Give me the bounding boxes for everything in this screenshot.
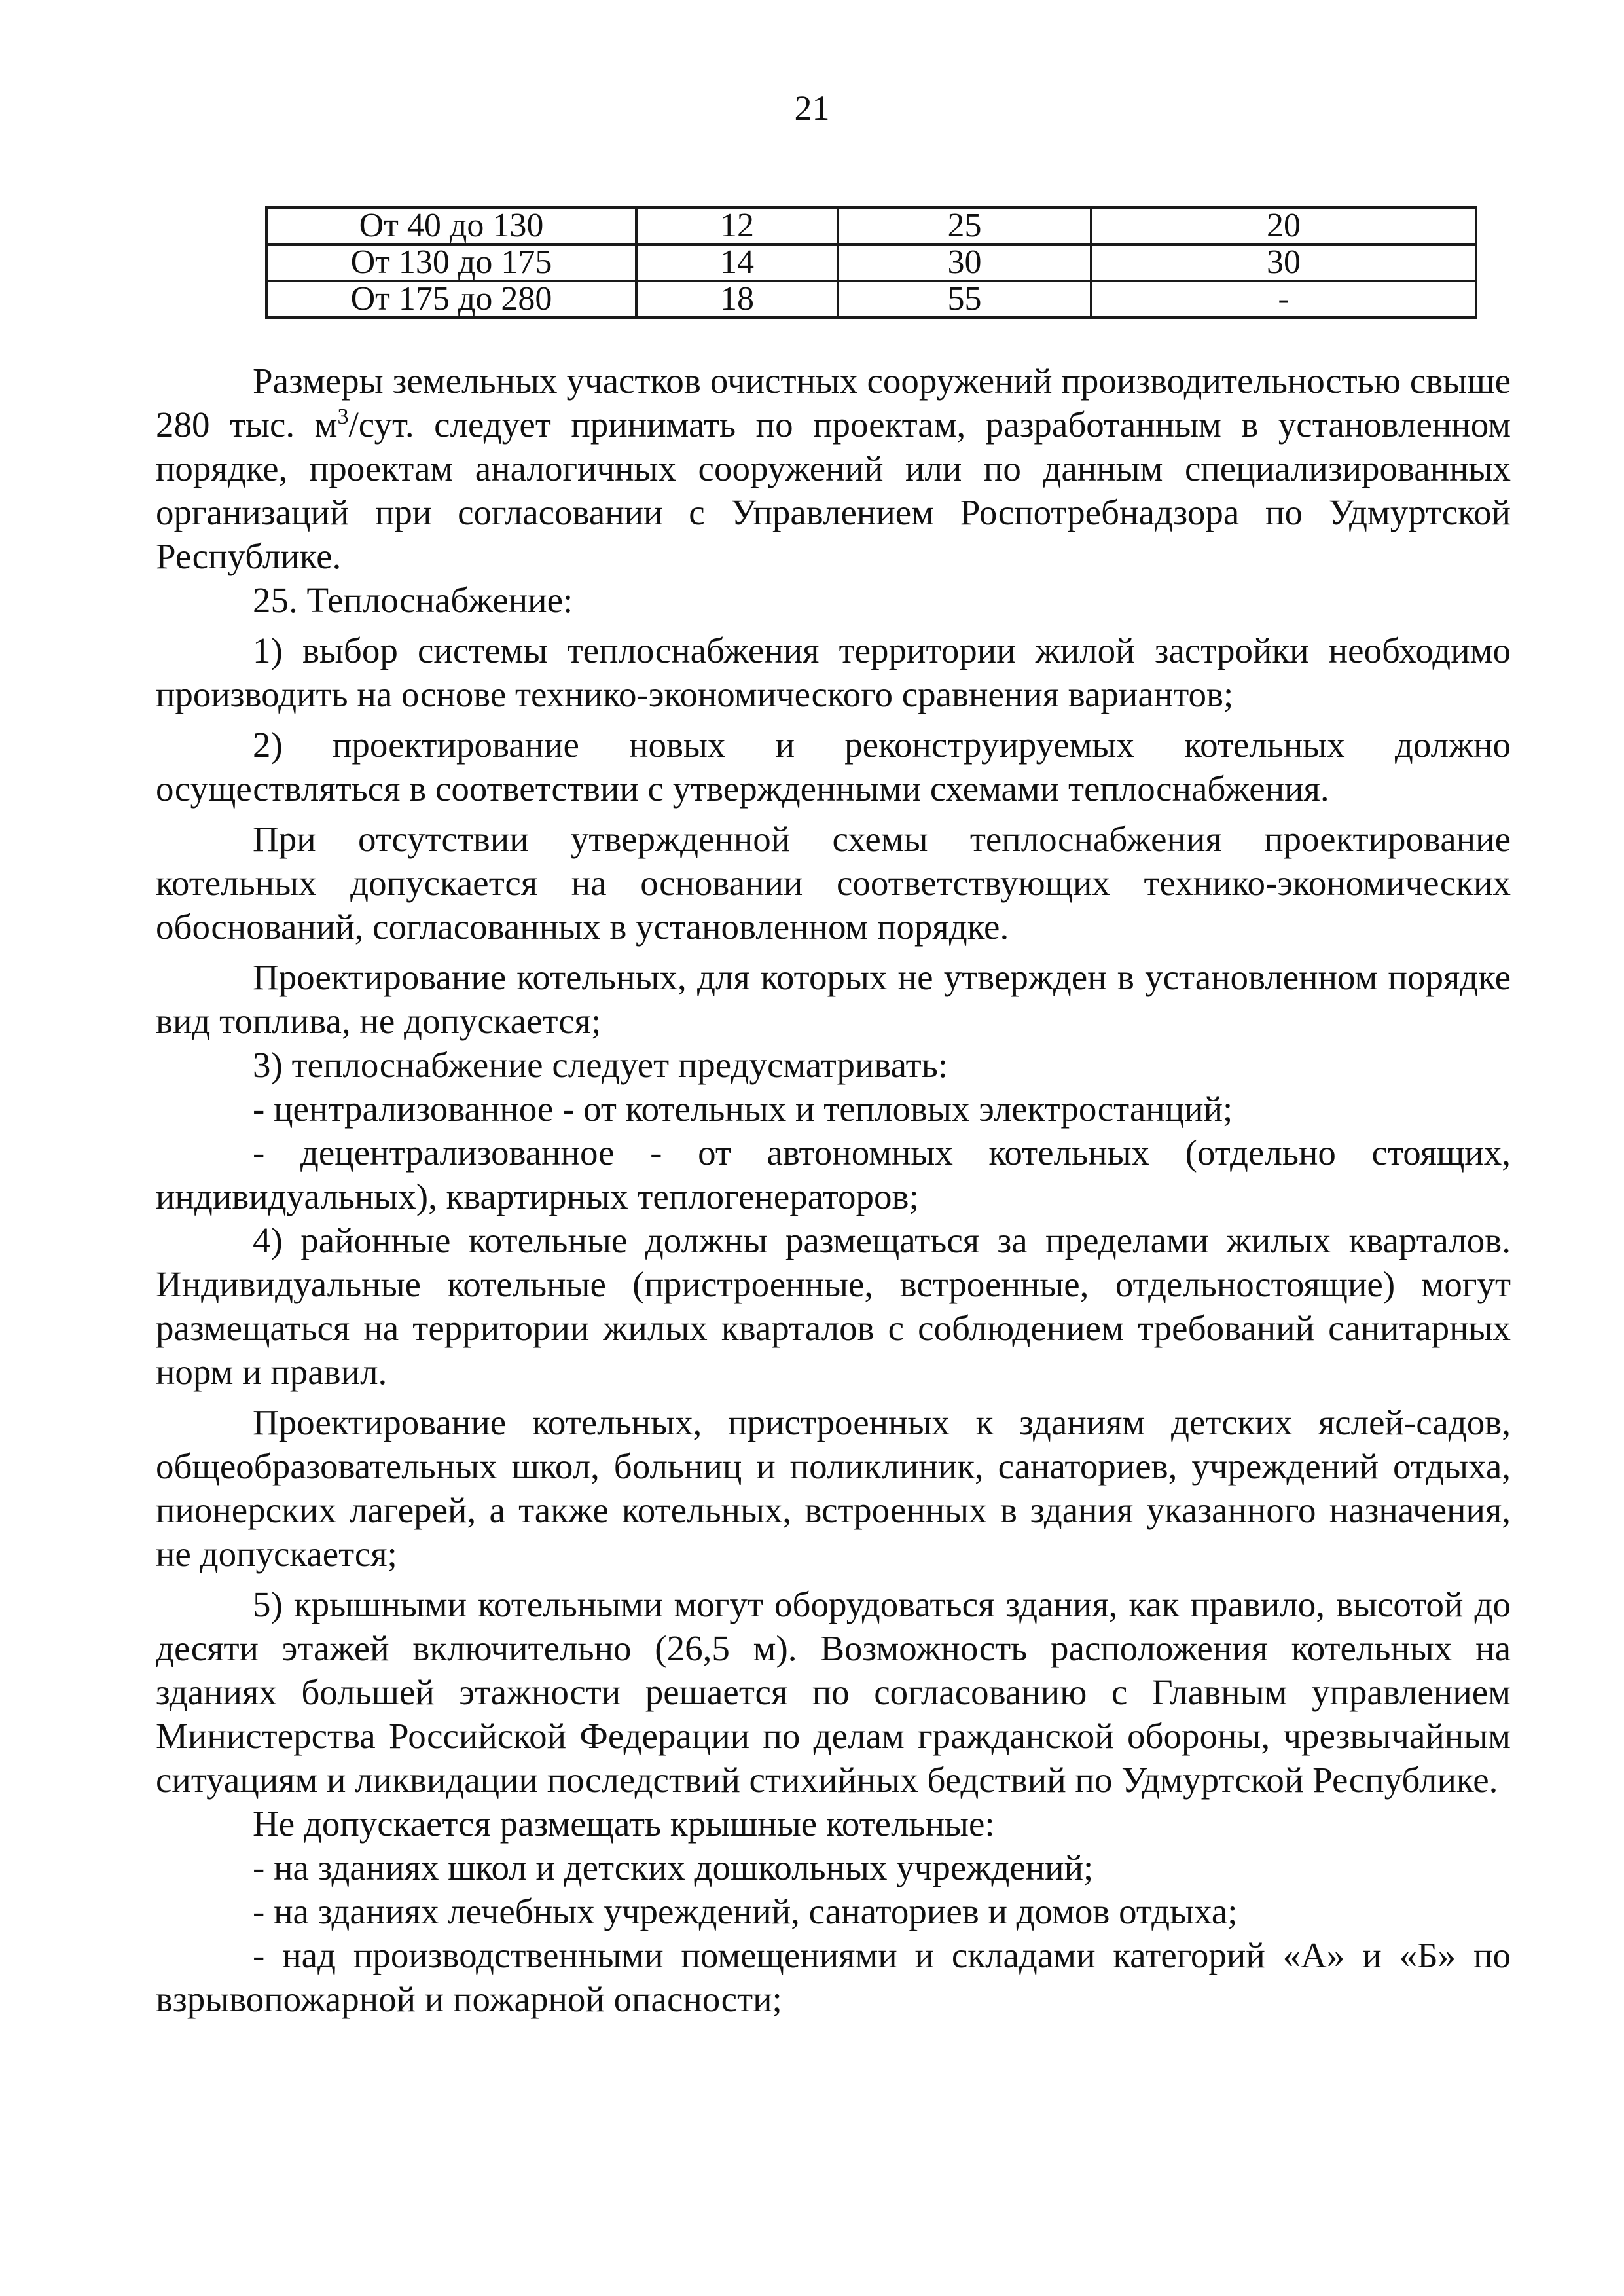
- paragraph: Проектирование котельных, для которых не утвержден в установленном порядке вид топлива, не допускается;: [156, 957, 1511, 1041]
- paragraph: 4) районные котельные должны размещаться за пределами жилых кварталов. Индивидуальные котельные (пристроенные, встроенные, отдельностоящие) могут размещаться на территории жилых кварталов с соблюдением требований санитарных норм и правил.: [156, 1220, 1511, 1392]
- table-cell: От 175 до 280: [266, 281, 636, 318]
- superscript: 3: [337, 405, 349, 429]
- table-cell: 30: [838, 244, 1091, 281]
- table-cell: 12: [636, 208, 838, 244]
- table-cell: 14: [636, 244, 838, 281]
- list-item: - на зданиях лечебных учреждений, санаториев и домов отдыха;: [253, 1891, 1238, 1931]
- table-row: [266, 208, 1476, 244]
- paragraph: 5) крышными котельными могут оборудоваться здания, как правило, высотой до десяти этажей включительно (26,5 м). Возможность расположения котельных на зданиях большей этажности решается по согласованию с Главным управлением Министерства Российской Федерации по делам гражданской обороны, чрезвычайным ситуациям и ликвидации последствий стихийных бедствий по Удмуртской Республике.: [156, 1584, 1511, 1800]
- paragraph: 3) теплоснабжение следует предусматривать:: [253, 1045, 948, 1085]
- table-cell: 20: [1091, 208, 1476, 244]
- list-item: - на зданиях школ и детских дошкольных учреждений;: [253, 1848, 1094, 1887]
- list-item: - над производственными помещениями и складами категорий «А» и «Б» по взрывопожарной и пожарной опасности;: [156, 1935, 1511, 2019]
- table-row: [266, 281, 1476, 318]
- table-cell: 18: [636, 281, 838, 318]
- paragraph: Не допускается размещать крышные котельные:: [253, 1804, 995, 1844]
- section-heading: 25. Теплоснабжение:: [253, 580, 573, 620]
- page-number: 21: [794, 88, 830, 128]
- table-row: [266, 244, 1476, 281]
- land-area-table: [265, 206, 1477, 319]
- paragraph-text: Размеры земельных участков очистных сооружений производительностью свыше 280 тыс. м: [156, 361, 1511, 445]
- table-cell: 25: [838, 208, 1091, 244]
- paragraph: Проектирование котельных, пристроенных к зданиям детских яслей-садов, общеобразовательных школ, больниц и поликлиник, санаториев, учреждений отдыха, пионерских лагерей, а также котельных, встроенных в здания указанного назначения, не допускается;: [156, 1402, 1511, 1574]
- paragraph: 1) выбор системы теплоснабжения территории жилой застройки необходимо производить на основе технико-экономического сравнения вариантов;: [156, 630, 1511, 714]
- list-item: - централизованное - от котельных и тепловых электростанций;: [253, 1089, 1233, 1129]
- paragraph: При отсутствии утвержденной схемы теплоснабжения проектирование котельных допускается на основании соответствующих технико-экономических обоснований, согласованных в установленном порядке.: [156, 819, 1511, 947]
- document-body: [156, 359, 1511, 2021]
- paragraph-land-size: [156, 359, 1511, 578]
- table-cell: От 130 до 175: [266, 244, 636, 281]
- table-cell: -: [1091, 281, 1476, 318]
- paragraph: 2) проектирование новых и реконструируемых котельных должно осуществляться в соответствии с утвержденными схемами теплоснабжения.: [156, 725, 1511, 809]
- table-cell: 30: [1091, 244, 1476, 281]
- table-cell: От 40 до 130: [266, 208, 636, 244]
- paragraph-text: /сут. следует принимать по проектам, разработанным в установленном порядке, проектам аналогичных сооружений или по данным специализированных организаций при согласовании с Управлением Роспотребнадзора по Удмуртской Республике.: [156, 405, 1511, 576]
- table-cell: 55: [838, 281, 1091, 318]
- list-item: - децентрализованное - от автономных котельных (отдельно стоящих, индивидуальных), квартирных теплогенераторов;: [156, 1133, 1511, 1216]
